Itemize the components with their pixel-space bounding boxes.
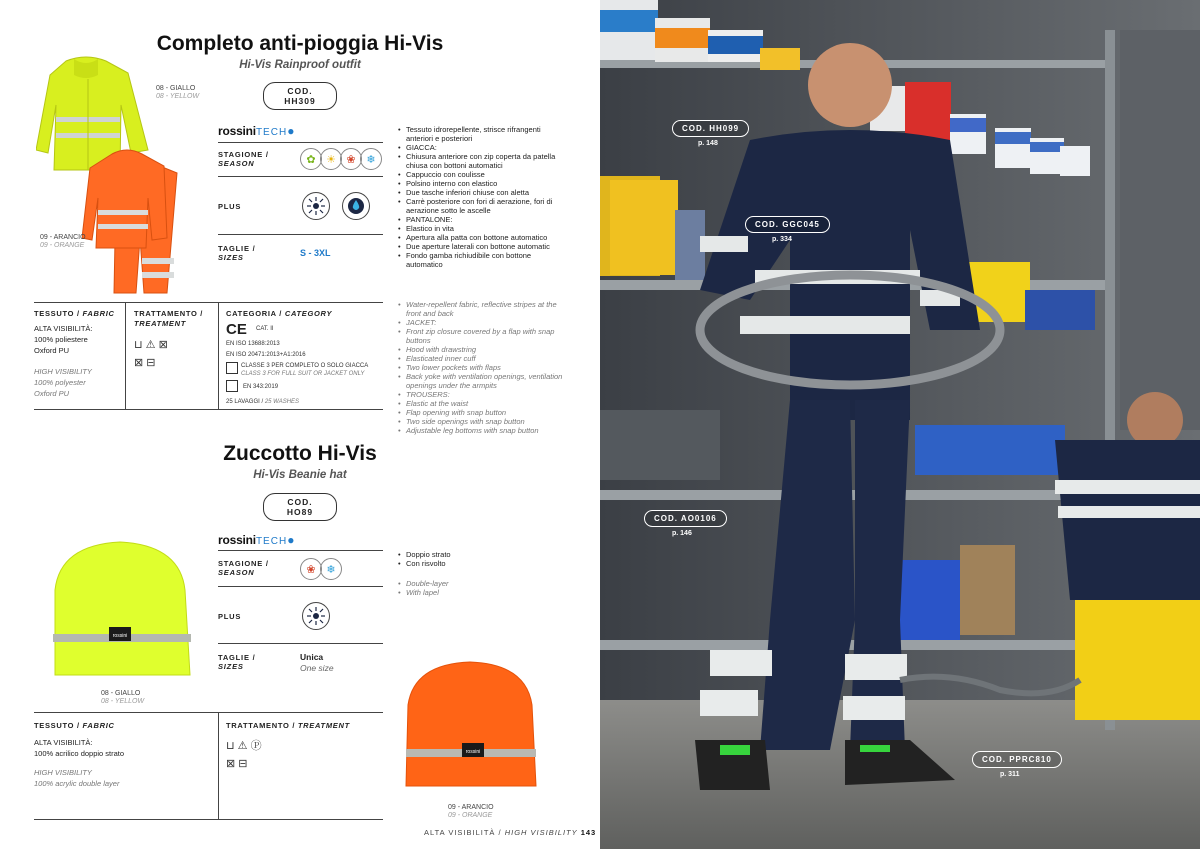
no-tumble-dry-icon: ⊠	[226, 758, 236, 770]
page-number: 143	[580, 828, 597, 837]
season-label-en: SEASON	[218, 159, 255, 168]
season-label-it: STAGIONE /	[218, 150, 269, 159]
category-header-it: CATEGORIA	[226, 309, 277, 318]
product2-swatch-orange	[448, 804, 494, 820]
feature-item: • Adjustable leg bottoms with snap button	[398, 426, 568, 435]
product2-code-badge[interactable]: COD. HO89	[263, 493, 337, 521]
feature-item: • PANTALONE:	[398, 215, 568, 224]
product2-plus-label: PLUS	[218, 612, 242, 621]
feature-item: • Two lower pockets with flaps	[398, 363, 568, 372]
washes-it: 25 LAVAGGI	[226, 399, 260, 405]
fabric-it-1: ALTA VISIBILITÀ:	[34, 324, 93, 333]
no-tumble-dry-icon: ⊠	[134, 357, 144, 369]
fabric-en-3: Oxford PU	[34, 389, 70, 398]
norm-343: EN 343:2019	[243, 384, 279, 390]
photo-tag-gloves-page: p. 334	[772, 236, 792, 243]
sizes-value-en: One size	[300, 663, 334, 673]
fabric-it-1: ALTA VISIBILITÀ:	[34, 738, 93, 747]
product1-brand-logo: rossiniTECH●	[218, 124, 295, 138]
product1-title: Completo anti-pioggia Hi-Vis	[156, 32, 444, 55]
feature-item: • Chiusura anteriore con zip coperta da patella chiusa con bottoni automatici	[398, 152, 568, 170]
footer-en: HIGH VISIBILITY	[504, 828, 578, 837]
feature-item: • Elastic at the waist	[398, 399, 568, 408]
no-dryclean-icon: ⊠	[158, 339, 168, 351]
feature-item: • Elastico in vita	[398, 224, 568, 233]
feature-item: • Double-layer	[398, 579, 568, 588]
class-info-it: CLASSE 3 PER COMPLETO O SOLO GIACCA	[241, 363, 369, 369]
product1-fabric-info	[34, 323, 93, 399]
brand-name: rossini	[218, 533, 256, 547]
fabric-it-3: Oxford PU	[34, 346, 70, 355]
summer-icon: ☀	[320, 148, 342, 170]
product1-features-en	[398, 300, 568, 435]
photo-tag-jacket-page: p. 148	[698, 140, 718, 147]
photo-tag-trousers[interactable]: COD. AO0106	[644, 510, 727, 527]
swatch-orange-en: 09 - ORANGE	[448, 812, 493, 819]
fabric-header-en: FABRIC	[82, 309, 115, 318]
product2-sizes-value	[300, 652, 334, 674]
autumn-icon: ❀	[300, 558, 322, 580]
norm-13688: EN ISO 13688:2013	[226, 341, 280, 347]
dryclean-p-icon: Ⓟ	[250, 740, 262, 752]
feature-item: • Front zip closure covered by a flap with snap buttons	[398, 327, 568, 345]
rain-protection-icon	[226, 380, 238, 392]
swatch-yellow-en: 08 - YELLOW	[101, 698, 145, 705]
treatment-header-en: TREATMENT	[134, 319, 186, 328]
treatment-header-en: TREATMENT	[297, 721, 350, 730]
feature-item: • Tessuto idrorepellente, strisce rifrangenti anteriori e posteriori	[398, 125, 568, 143]
product2-season-label	[218, 559, 269, 577]
product1-care-icons	[134, 336, 168, 372]
swatch-yellow-it: 08 - GIALLO	[101, 690, 141, 697]
winter-icon: ❄	[360, 148, 382, 170]
treatment-header-it: TRATTAMENTO	[226, 721, 290, 730]
hi-vis-class-icon	[226, 362, 238, 374]
swatch-orange-en: 09 - ORANGE	[40, 242, 85, 249]
product2-subtitle: Hi-Vis Beanie hat	[253, 469, 347, 481]
feature-item: • TROUSERS:	[398, 390, 568, 399]
class-info	[241, 362, 368, 378]
feature-item: • Hood with drawstring	[398, 345, 568, 354]
feature-item: • JACKET:	[398, 318, 568, 327]
swatch-orange-it: 09 - ARANCIO	[448, 804, 494, 811]
fabric-it-2: 100% poliestere	[34, 335, 88, 344]
sizes-label-en: SIZES	[218, 662, 244, 671]
washes-en: 25 WASHES	[264, 399, 300, 405]
product1-sizes-label	[218, 244, 256, 262]
feature-item: • GIACCA:	[398, 143, 568, 152]
photo-tag-jacket[interactable]: COD. HH099	[672, 120, 749, 137]
product1-sizes-value: S - 3XL	[300, 248, 331, 258]
product1-features-it	[398, 125, 568, 269]
product1-treatment-header	[134, 309, 203, 329]
fabric-en-2: 100% acrylic double layer	[34, 779, 120, 788]
wash-30-icon: ⊔	[226, 740, 235, 752]
feature-item: • Due tasche inferiori chiuse con aletta	[398, 188, 568, 197]
page-footer: ALTA VISIBILITÀ / HIGH VISIBILITY 143	[424, 828, 597, 837]
autumn-icon: ❀	[340, 148, 362, 170]
beanie-orange-image	[400, 660, 540, 790]
fabric-header-it: TESSUTO	[34, 309, 75, 318]
feature-item: • Doppio strato	[398, 550, 568, 559]
fabric-header-en: FABRIC	[82, 721, 115, 730]
brand-tech: TECH	[255, 536, 288, 547]
winter-icon: ❄	[320, 558, 342, 580]
product1-fabric-header: TESSUTO / FABRIC	[34, 309, 115, 318]
product1-season-label	[218, 150, 269, 168]
hi-vis-icon	[302, 602, 330, 630]
feature-item: • Apertura alla patta con bottone automatico	[398, 233, 568, 242]
dry-flat-icon: ⊟	[238, 758, 248, 770]
product2-features-it	[398, 550, 568, 568]
warehouse-photo	[600, 0, 1200, 849]
photo-tag-shoes-page: p. 311	[1000, 771, 1020, 778]
feature-item: • Polsino interno con elastico	[398, 179, 568, 188]
feature-item: • Water-repellent fabric, reflective stripes at the front and back	[398, 300, 568, 318]
brand-name: rossini	[218, 124, 256, 138]
feature-item: • Back yoke with ventilation openings, ventilation openings under the armpits	[398, 372, 568, 390]
ce-category: CAT. II	[256, 326, 274, 332]
rain-suit-orange-image	[82, 148, 197, 296]
spring-icon: ✿	[300, 148, 322, 170]
feature-item: • Cappuccio con coulisse	[398, 170, 568, 179]
product2-fabric-header: TESSUTO / FABRIC	[34, 721, 115, 730]
no-bleach-icon: ⚠	[145, 339, 156, 351]
photo-tag-shoes[interactable]: COD. PPRC810	[972, 751, 1062, 768]
fabric-it-2: 100% acrilico doppio strato	[34, 749, 125, 758]
feature-item: • Elasticated inner cuff	[398, 354, 568, 363]
product2-treatment-header: TRATTAMENTO / TREATMENT	[226, 721, 350, 730]
feature-item: • Flap opening with snap button	[398, 408, 568, 417]
product2-title: Zuccotto Hi-Vis	[223, 442, 377, 465]
ce-mark-icon: CE	[226, 321, 247, 338]
feature-item: • Fondo gamba richiudibile con bottone automatico	[398, 251, 568, 269]
feature-item: • Carrè posteriore con fori di aerazione, fori di aerazione sotto le ascelle	[398, 197, 568, 215]
sizes-value-it: Unica	[300, 652, 324, 662]
product1-plus-label: PLUS	[218, 202, 242, 211]
no-bleach-icon: ⚠	[237, 740, 248, 752]
photo-tag-trousers-page: p. 146	[672, 530, 692, 537]
category-header-en: CATEGORY	[284, 309, 333, 318]
product2-sizes-label	[218, 653, 256, 671]
feature-item: • With lapel	[398, 588, 568, 597]
feature-item: • Con risvolto	[398, 559, 568, 568]
product1-swatch-yellow	[156, 85, 199, 101]
product1-code-badge[interactable]: COD. HH309	[263, 82, 337, 110]
no-iron-icon: ⊟	[146, 357, 156, 369]
fabric-en-1: HIGH VISIBILITY	[34, 367, 92, 376]
beanie-yellow-image	[45, 540, 195, 680]
product1-category-header: CATEGORIA / CATEGORY	[226, 309, 333, 318]
swatch-orange-it: 09 - ARANCIO	[40, 234, 86, 241]
feature-item: • Two side openings with snap button	[398, 417, 568, 426]
feature-item: • Due aperture laterali con bottone automatic	[398, 242, 568, 251]
sizes-label-it: TAGLIE /	[218, 653, 256, 662]
sizes-label-en: SIZES	[218, 253, 244, 262]
photo-tag-gloves[interactable]: COD. GGC045	[745, 216, 830, 233]
waterproof-icon	[342, 192, 370, 220]
wash-40-icon: ⊔	[134, 339, 143, 351]
product2-features-en	[398, 579, 568, 597]
treatment-header-it: TRATTAMENTO /	[134, 309, 204, 318]
fabric-en-2: 100% polyester	[34, 378, 86, 387]
washes-info: 25 LAVAGGI / 25 WASHES	[226, 399, 300, 405]
product2-care-icons	[226, 737, 262, 773]
product1-subtitle: Hi-Vis Rainproof outfit	[239, 59, 361, 71]
product1-swatch-orange	[40, 234, 86, 250]
beanie-yellow-label: rossini	[112, 633, 128, 639]
season-label-en: SEASON	[218, 568, 255, 577]
product2-brand-logo: rossiniTECH●	[218, 533, 295, 547]
brand-tech: TECH	[255, 127, 288, 138]
norm-20471: EN ISO 20471:2013+A1:2016	[226, 352, 306, 358]
product2-swatch-yellow	[101, 690, 144, 706]
sizes-label-it: TAGLIE /	[218, 244, 256, 253]
swatch-yellow-it: 08 - GIALLO	[156, 85, 196, 92]
product2-fabric-info	[34, 737, 124, 789]
footer-it: ALTA VISIBILITÀ	[424, 828, 496, 837]
class-info-en: CLASS 3 FOR FULL SUIT OR JACKET ONLY	[241, 371, 365, 377]
hi-vis-icon	[302, 192, 330, 220]
fabric-header-it: TESSUTO	[34, 721, 75, 730]
fabric-en-1: HIGH VISIBILITY	[34, 768, 92, 777]
season-label-it: STAGIONE /	[218, 559, 269, 568]
beanie-orange-label: rossini	[465, 749, 481, 755]
swatch-yellow-en: 08 - YELLOW	[156, 93, 200, 100]
